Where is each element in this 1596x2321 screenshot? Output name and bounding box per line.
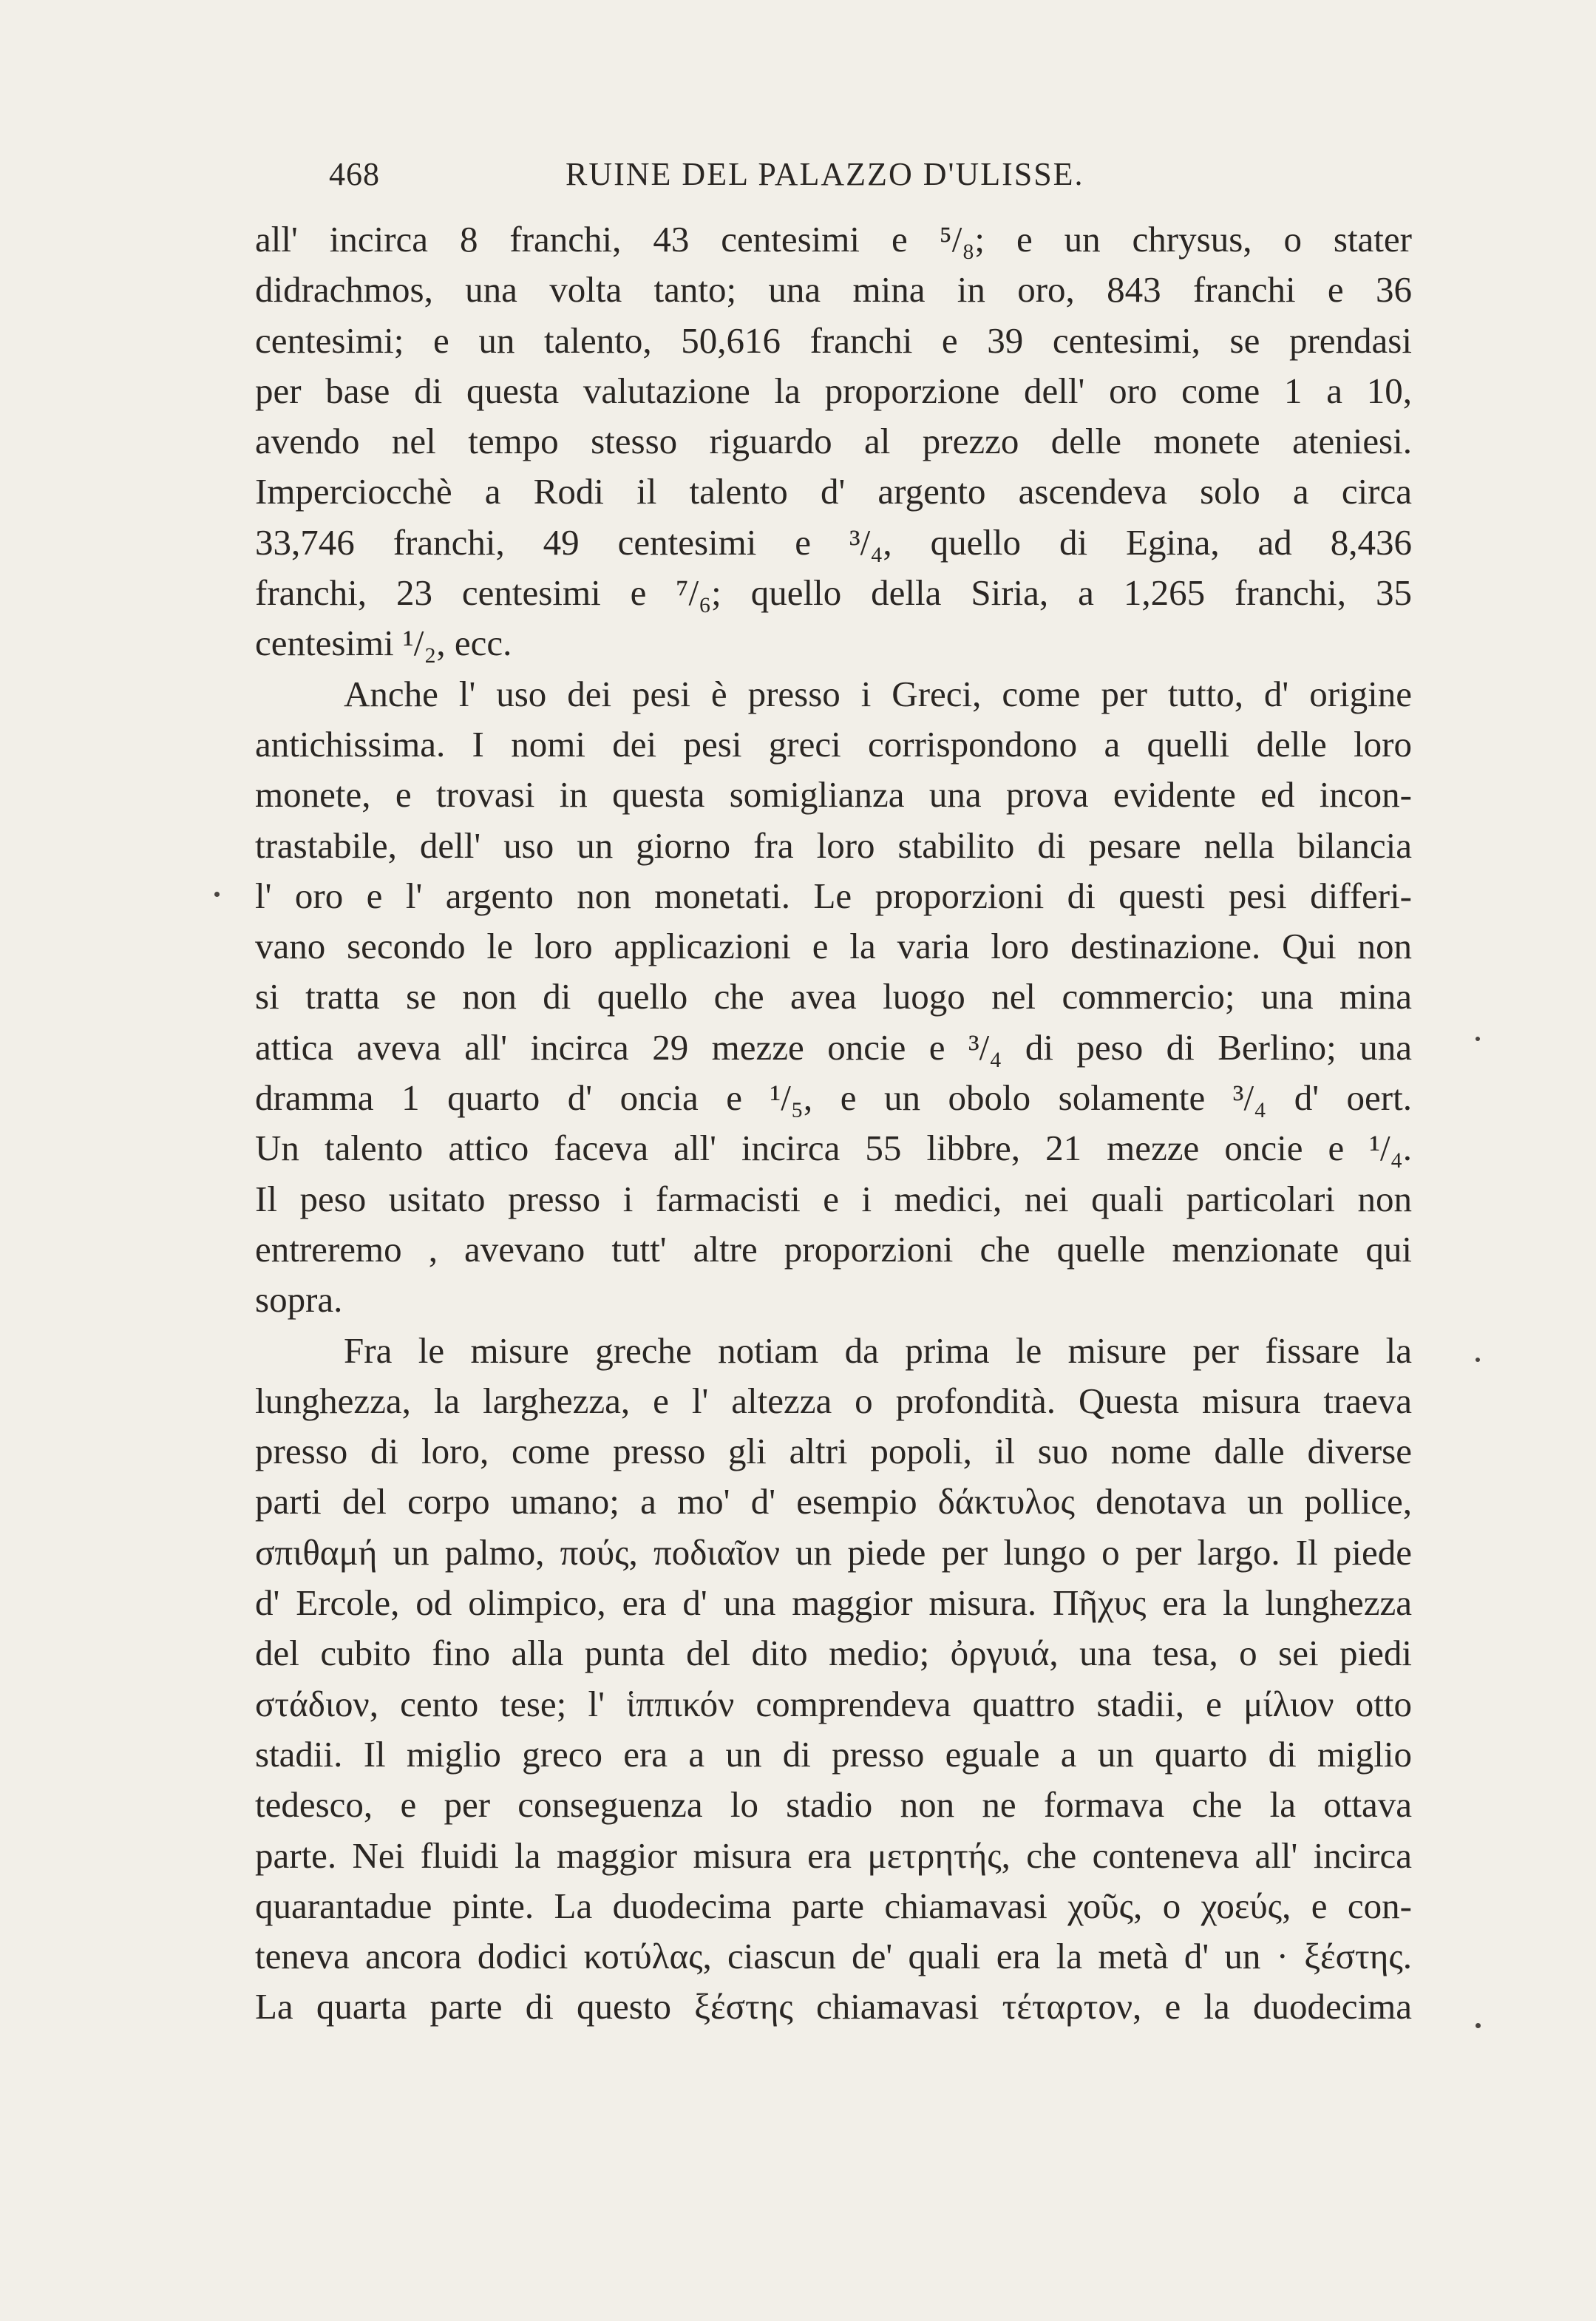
- text-line: tedesco, e per conseguenza lo stadio non ne formava che la ottava: [255, 1784, 1412, 1826]
- text-line: Un talento attico faceva all' incirca 55 libbre, 21 mezze oncie e ¹/₄.: [255, 1128, 1412, 1169]
- text-line: Anche l' uso dei pesi è presso i Greci, come per tutto, d' origine: [344, 673, 1412, 714]
- text-line: antichissima. I nomi dei pesi greci corrispondono a quelli delle loro: [255, 723, 1412, 765]
- running-title: RUINE DEL PALAZZO D'ULISSE.: [566, 156, 1084, 192]
- text-line: presso di loro, come presso gli altri popoli, il suo nome dalle diverse: [255, 1431, 1412, 1472]
- text-line: del cubito fino alla punta del dito medio; ὀργυιά, una tesa, o sei piedi: [255, 1633, 1412, 1674]
- text-line: lunghezza, la larghezza, e l' altezza o profondità. Questa misura traeva: [255, 1380, 1412, 1421]
- text-line: franchi, 23 centesimi e ⁷/₆; quello della Siria, a 1,265 franchi, 35: [255, 572, 1412, 614]
- text-line: centesimi; e un talento, 50,616 franchi e 39 centesimi, se prendasi: [255, 319, 1412, 361]
- text-line: didrachmos, una volta tanto; una mina in oro, 843 franchi e 36: [255, 269, 1412, 311]
- text-line: στάδιον, cento tese; l' ἱππικόν comprendeva quattro stadii, e μίλιον otto: [255, 1683, 1412, 1724]
- text-line: Fra le misure greche notiam da prima le misure per fissare la: [344, 1329, 1412, 1371]
- text-line: si tratta se non di quello che avea luogo nel commercio; una mina: [255, 976, 1412, 1017]
- text-line: Il peso usitato presso i farmacisti e i medici, nei quali particolari non: [255, 1178, 1412, 1219]
- body-text: [255, 214, 1412, 2033]
- text-line: l' oro e l' argento non monetati. Le proporzioni di questi pesi differi-: [255, 875, 1412, 916]
- text-line: parte. Nei fluidi la maggior misura era μετρητής, che conteneva all' incirca: [255, 1834, 1412, 1876]
- text-line: Imperciocchè a Rodi il talento d' argento ascendeva solo a circa: [255, 471, 1412, 512]
- text-line: σπιθαμή un palmo, πούς, ποδιαῖον un piede per lungo o per largo. Il piede: [255, 1531, 1412, 1573]
- text-line: teneva ancora dodici κοτύλας, ciascun de' quali era la metà d' un · ξέστης.: [255, 1936, 1412, 1977]
- paper-speck: [214, 892, 220, 897]
- text-line: La quarta parte di questo ξέστης chiamavasi τέταρτον, e la duodecima: [255, 1986, 1412, 2027]
- text-line: sopra.: [255, 1279, 343, 1321]
- text-line: d' Ercole, od olimpico, era d' una maggior misura. Πῆχυς era la lunghezza: [255, 1582, 1412, 1624]
- text-line: parti del corpo umano; a mo' d' esempio δάκτυλος denotava un pollice,: [255, 1481, 1412, 1522]
- text-line: avendo nel tempo stesso riguardo al prezzo delle monete ateniesi.: [255, 421, 1412, 462]
- text-line: centesimi ¹/₂, ecc.: [255, 623, 512, 664]
- paper-speck: [1476, 1358, 1480, 1362]
- page-number: 468: [329, 156, 380, 192]
- text-line: stadii. Il miglio greco era a un di presso eguale a un quarto di miglio: [255, 1733, 1412, 1775]
- text-line: monete, e trovasi in questa somiglianza una prova evidente ed incon-: [255, 774, 1412, 816]
- page-header: [255, 155, 1412, 200]
- text-line: entreremo , avevano tutt' altre proporzioni che quelle menzionate qui: [255, 1228, 1412, 1270]
- text-line: all' incirca 8 franchi, 43 centesimi e ⁵/₈; e un chrysus, o stater: [255, 219, 1412, 260]
- text-line: per base di questa valutazione la proporzione dell' oro come 1 a 10,: [255, 370, 1412, 411]
- text-line: quarantadue pinte. La duodecima parte chiamavasi χοῦς, o χοεύς, e con-: [255, 1885, 1412, 1926]
- text-line: vano secondo le loro applicazioni e la varia loro destinazione. Qui non: [255, 926, 1412, 967]
- text-line: attica aveva all' incirca 29 mezze oncie e ³/₄ di peso di Berlino; una: [255, 1026, 1412, 1068]
- text-line: 33,746 franchi, 49 centesimi e ³/₄, quello di Egina, ad 8,436: [255, 521, 1412, 563]
- paper-speck: [1476, 2023, 1481, 2028]
- paper-speck: [1476, 1037, 1480, 1041]
- text-line: trastabile, dell' uso un giorno fra loro stabilito di pesare nella bilancia: [255, 824, 1412, 866]
- text-line: dramma 1 quarto d' oncia e ¹/₅, e un obolo solamente ³/₄ d' oert.: [255, 1077, 1412, 1119]
